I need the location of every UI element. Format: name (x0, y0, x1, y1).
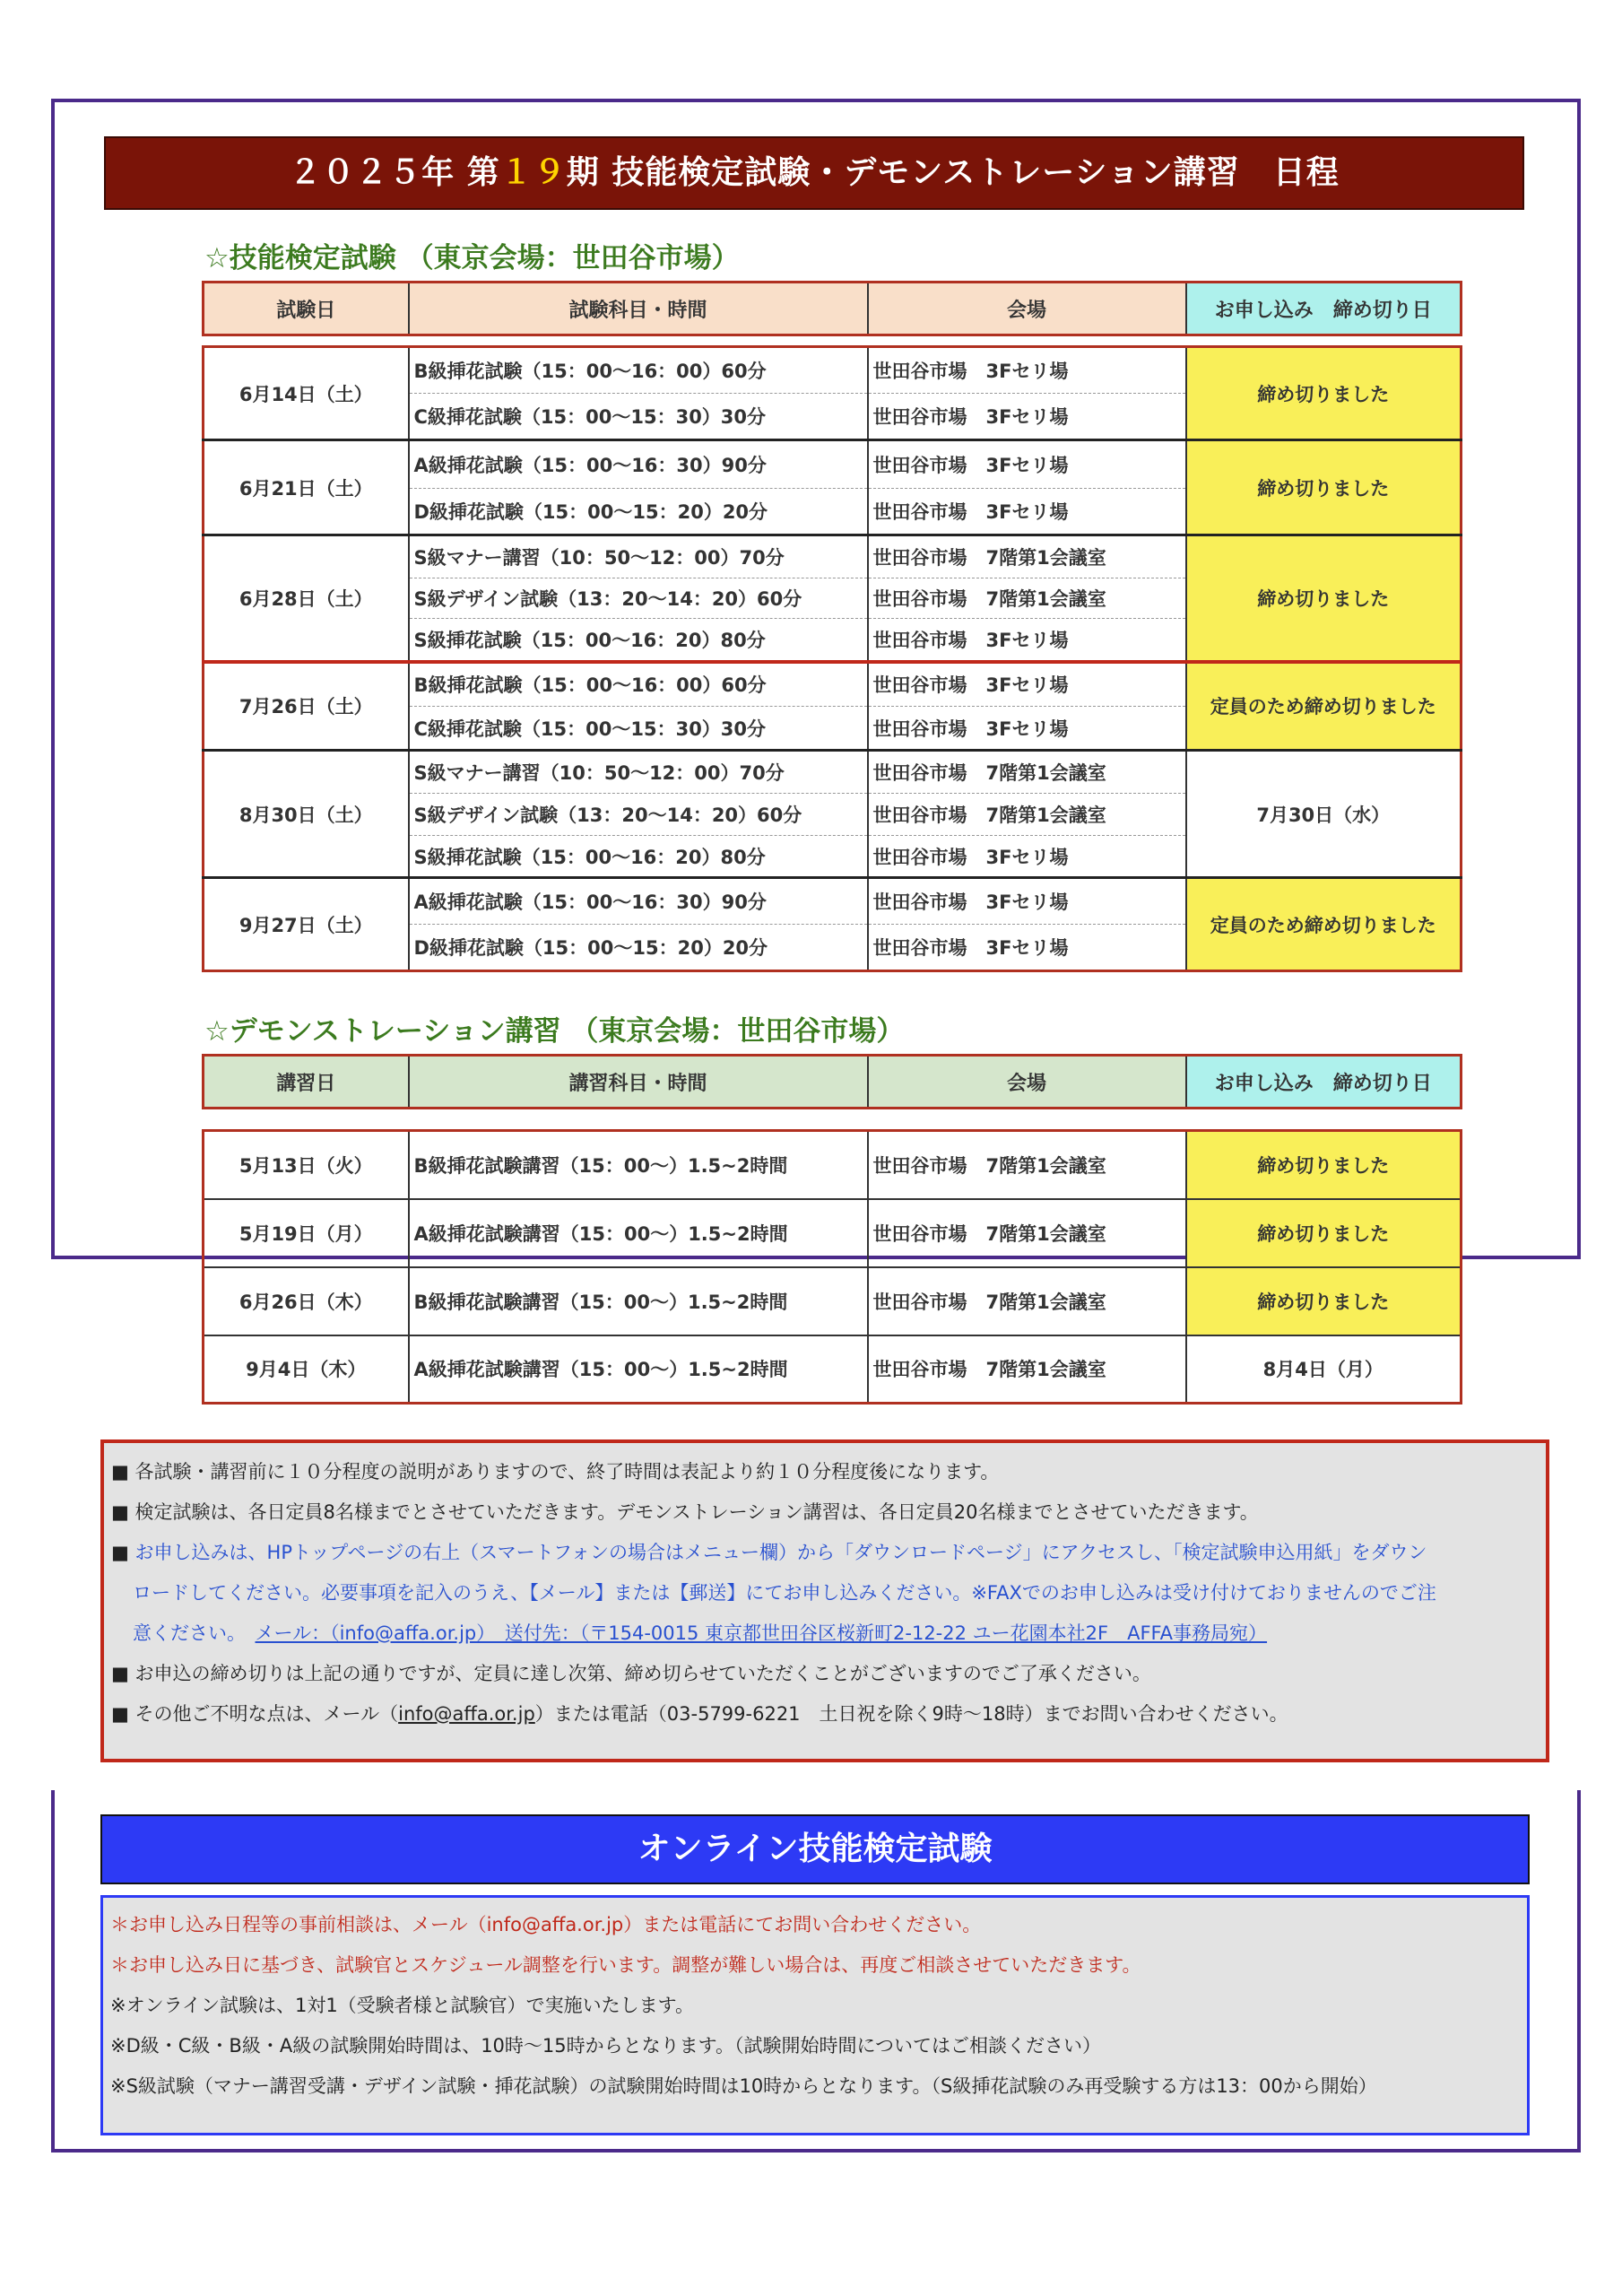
exam-header-date: 試験日 (204, 283, 409, 335)
exam-deadline: 定員のため締め切りました (1186, 878, 1462, 971)
demo-header-subject: 講習科目・時間 (409, 1056, 868, 1109)
online-note-consult-a: ＊お申し込み日程等の事前相談は、メール（ (110, 1914, 487, 1935)
demo-subject: B級挿花試験講習（15：00〜）1.5~2時間 (409, 1267, 868, 1335)
note-capacity: ■ 検定試験は、各日定員8名様までとさせていただきます。デモンストレーション講習は、各日定員20名様までとさせていただきます。 (111, 1501, 1259, 1523)
exam-venue: 世田谷市場 7階第1会議室 (868, 578, 1186, 619)
exam-venue: 世田谷市場 3Fセリ場 (868, 489, 1186, 535)
demo-header-table (202, 1054, 1462, 1109)
contact-address-link[interactable]: メール：（info@affa.or.jp） 送付先：（〒154-0015 東京都世田谷区桜新町2-12-22 ユー花園本社2F AFFA事務局宛） (255, 1622, 1268, 1644)
exam-subject: A級挿花試験（15：00〜16：30）90分 (409, 440, 868, 489)
exam-subject: D級挿花試験（15：00〜15：20）20分 (409, 925, 868, 971)
note-application-end-text: 意ください。 (133, 1622, 237, 1644)
exam-deadline: 7月30日（水） (1186, 751, 1462, 878)
demo-deadline: 締め切りました (1186, 1267, 1462, 1335)
note-inquiry-b: ）または電話（03-5799-6221 土日祝を除く9時〜18時）までお問い合わせください。 (534, 1703, 1288, 1725)
exam-date: 6月14日（土） (204, 347, 409, 440)
demo-header-deadline: お申し込み 締め切り日 (1186, 1056, 1462, 1109)
online-note-schedule: ＊お申し込み日に基づき、試験官とスケジュール調整を行います。調整が難しい場合は、再度ご相談させていただきます。 (110, 1954, 1141, 1976)
exam-venue: 世田谷市場 3Fセリ場 (868, 440, 1186, 489)
title-prefix: ２０２５年 第 (289, 154, 500, 191)
page-title (104, 136, 1524, 210)
exam-subject: S級デザイン試験（13：20〜14：20）60分 (409, 578, 868, 619)
exam-venue: 世田谷市場 7階第1会議室 (868, 535, 1186, 578)
demo-header-date: 講習日 (204, 1056, 409, 1109)
title-suffix: 期 技能検定試験・デモンストレーション講習 日程 (566, 154, 1340, 191)
exam-date: 7月26日（土） (204, 662, 409, 751)
demo-deadline: 締め切りました (1186, 1199, 1462, 1267)
demo-header-venue: 会場 (868, 1056, 1186, 1109)
note-inquiry-a: ■ その他ご不明な点は、メール（ (111, 1703, 399, 1725)
exam-date: 8月30日（土） (204, 751, 409, 878)
exam-header-table (202, 281, 1462, 336)
online-note-consult-b: ）または電話にてお問い合わせください。 (623, 1914, 982, 1935)
note-application (111, 1533, 1539, 1573)
exam-venue: 世田谷市場 3Fセリ場 (868, 347, 1186, 394)
exam-subject: S級挿花試験（15：00〜16：20）80分 (409, 619, 868, 662)
note-application-text: お申し込みは、HPトップページの右上（スマートフォンの場合はメニュー欄）から「ダウンロードページ」にアクセスし、「検定試験申込用紙」をダウン (134, 1542, 1427, 1563)
exam-venue: 世田谷市場 7階第1会議室 (868, 794, 1186, 836)
demo-heading: ☆デモンストレーション講習 （東京会場：世田谷市場） (204, 1015, 905, 1048)
exam-venue: 世田谷市場 7階第1会議室 (868, 751, 1186, 794)
exam-schedule-table (202, 345, 1462, 972)
exam-venue: 世田谷市場 3Fセリ場 (868, 707, 1186, 751)
online-notes-box (100, 1895, 1530, 2135)
exam-subject: S級マナー講習（10：50〜12：00）70分 (409, 751, 868, 794)
demo-subject: A級挿花試験講習（15：00〜）1.5~2時間 (409, 1335, 868, 1404)
exam-deadline: 締め切りました (1186, 440, 1462, 535)
notes-box (100, 1439, 1549, 1762)
exam-subject: C級挿花試験（15：00〜15：30）30分 (409, 707, 868, 751)
demo-date: 5月13日（火） (204, 1131, 409, 1199)
online-title: オンライン技能検定試験 (100, 1814, 1530, 1884)
note-application-cont: ロードしてください。必要事項を記入のうえ、【メール】または【郵送】にてお申し込みください。※FAXでのお申し込みは受け付けておりませんのでご注 (133, 1582, 1436, 1604)
demo-venue: 世田谷市場 7階第1会議室 (868, 1131, 1186, 1199)
email-link[interactable]: info@affa.or.jp (398, 1703, 535, 1725)
exam-venue: 世田谷市場 3Fセリ場 (868, 925, 1186, 971)
demo-date: 9月4日（木） (204, 1335, 409, 1404)
note-bullet: ■ (111, 1542, 135, 1563)
exam-header-subject: 試験科目・時間 (409, 283, 868, 335)
online-note-s-grade: ※S級試験（マナー講習受講・デザイン試験・挿花試験）の試験開始時間は10時からとなります。（S級挿花試験のみ再受験する方は13：00から開始） (110, 2075, 1377, 2097)
demo-schedule-table (202, 1129, 1462, 1405)
exam-deadline: 締め切りました (1186, 535, 1462, 662)
online-email-link[interactable]: info@affa.or.jp (486, 1914, 624, 1935)
online-note-consult (110, 1905, 981, 1945)
exam-subject: S級挿花試験（15：00〜16：20）80分 (409, 836, 868, 878)
exam-date: 6月21日（土） (204, 440, 409, 535)
exam-venue: 世田谷市場 3Fセリ場 (868, 836, 1186, 878)
online-note-start-time: ※D級・C級・B級・A級の試験開始時間は、10時〜15時からとなります。（試験開始時間についてはご相談ください） (110, 2035, 1102, 2057)
exam-date: 9月27日（土） (204, 878, 409, 971)
note-application-end (133, 1613, 1539, 1654)
demo-deadline: 締め切りました (1186, 1131, 1462, 1199)
exam-subject: B級挿花試験（15：00〜16：00）60分 (409, 662, 868, 707)
demo-date: 6月26日（木） (204, 1267, 409, 1335)
exam-subject: A級挿花試験（15：00〜16：30）90分 (409, 878, 868, 925)
online-note-format: ※オンライン試験は、1対1（受験者様と試験官）で実施いたします。 (110, 1995, 695, 2016)
demo-venue: 世田谷市場 7階第1会議室 (868, 1335, 1186, 1404)
demo-deadline: 8月4日（月） (1186, 1335, 1462, 1404)
note-inquiry (111, 1694, 1539, 1735)
term-number: １９ (499, 154, 567, 191)
exam-header-venue: 会場 (868, 283, 1186, 335)
exam-header-deadline: お申し込み 締め切り日 (1186, 283, 1462, 335)
exam-venue: 世田谷市場 3Fセリ場 (868, 619, 1186, 662)
exam-subject: B級挿花試験（15：00〜16：00）60分 (409, 347, 868, 394)
exam-heading: ☆技能検定試験 （東京会場：世田谷市場） (204, 242, 740, 274)
exam-subject: S級マナー講習（10：50〜12：00）70分 (409, 535, 868, 578)
exam-venue: 世田谷市場 3Fセリ場 (868, 878, 1186, 925)
demo-subject: B級挿花試験講習（15：00〜）1.5~2時間 (409, 1131, 868, 1199)
exam-venue: 世田谷市場 3Fセリ場 (868, 394, 1186, 440)
demo-venue: 世田谷市場 7階第1会議室 (868, 1199, 1186, 1267)
note-deadline: ■ お申込の締め切りは上記の通りですが、定員に達し次第、締め切らせていただくことがございますのでご了承ください。 (111, 1663, 1151, 1684)
note-explanation: ■ 各試験・講習前に１０分程度の説明がありますので、終了時間は表記より約１０分程度後になります。 (111, 1461, 1000, 1483)
exam-venue: 世田谷市場 3Fセリ場 (868, 662, 1186, 707)
demo-subject: A級挿花試験講習（15：00〜）1.5~2時間 (409, 1199, 868, 1267)
exam-deadline: 締め切りました (1186, 347, 1462, 440)
exam-deadline: 定員のため締め切りました (1186, 662, 1462, 751)
exam-subject: S級デザイン試験（13：20〜14：20）60分 (409, 794, 868, 836)
demo-venue: 世田谷市場 7階第1会議室 (868, 1267, 1186, 1335)
demo-date: 5月19日（月） (204, 1199, 409, 1267)
exam-subject: C級挿花試験（15：00〜15：30）30分 (409, 394, 868, 440)
exam-date: 6月28日（土） (204, 535, 409, 662)
exam-subject: D級挿花試験（15：00〜15：20）20分 (409, 489, 868, 535)
